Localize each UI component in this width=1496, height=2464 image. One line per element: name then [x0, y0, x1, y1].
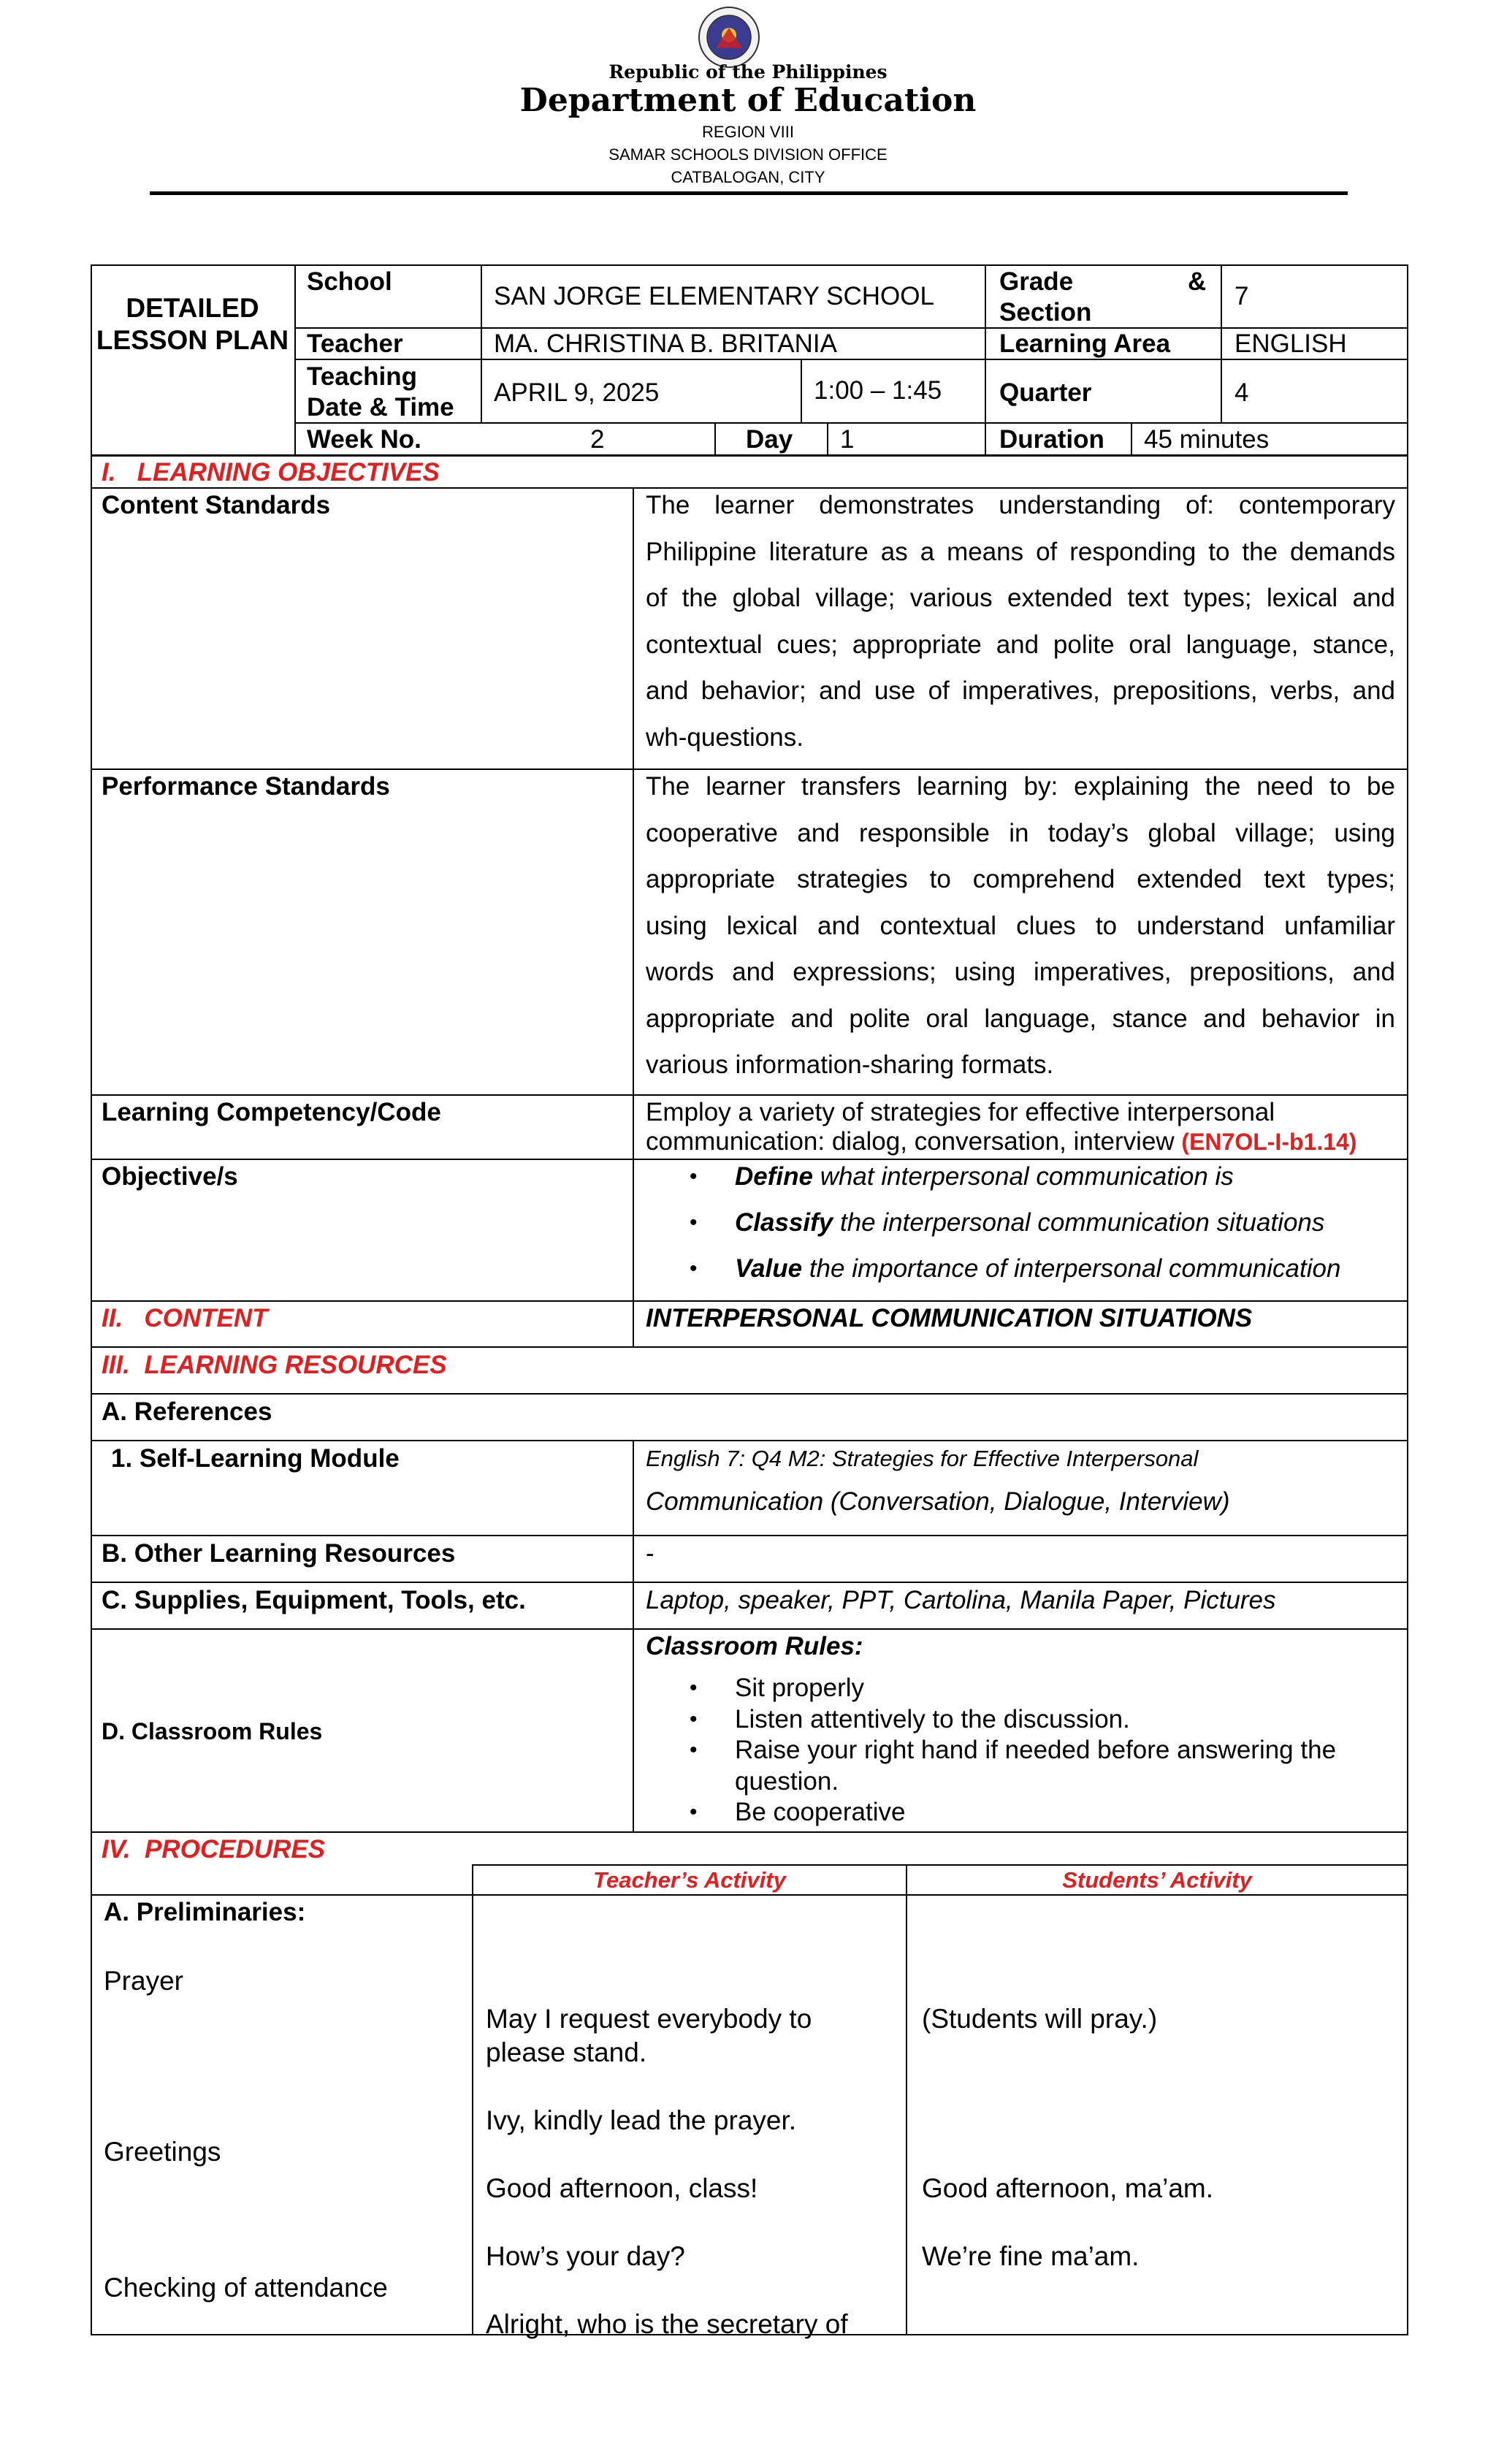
objectives-heading: I. LEARNING OBJECTIVES [102, 458, 440, 487]
supplies-label: C. Supplies, Equipment, Tools, etc. [102, 1586, 526, 1614]
teacher-label: Teacher [307, 329, 403, 358]
supplies-value: Laptop, speaker, PPT, Cartolina, Manila Paper, Pictures [646, 1586, 1276, 1614]
grade-label-b: Section [999, 298, 1092, 327]
procedures-heading: IV. PROCEDURES [102, 1835, 326, 1864]
content-heading: II. CONTENT [102, 1304, 268, 1332]
city-line: CATBALOGAN, CITY [671, 168, 825, 186]
greetings-label: Greetings [104, 2137, 221, 2167]
content-standards-text: The learner demonstrates understanding of: contemporary Philippine literature as a means of responding to the demands of the global village; various extended text types; lexical and contextual cues; appropriate and polite oral language, stance, and behavior; and use of imperatives, prepositions, verbs, and wh-questions. [646, 491, 1395, 752]
republic-line: Republic of the Philippines [608, 61, 888, 83]
student-activity-header: Students’ Activity [1062, 1867, 1252, 1893]
other-resources-label: B. Other Learning Resources [102, 1539, 456, 1568]
week-value: 2 [590, 425, 605, 454]
quarter-value: 4 [1234, 378, 1249, 407]
rules-title: Classroom Rules: [646, 1632, 863, 1660]
duration-value: 45 minutes [1144, 425, 1270, 454]
resources-heading: III. LEARNING RESOURCES [102, 1351, 447, 1379]
day-value: 1 [840, 425, 855, 454]
grade-value: 7 [1234, 282, 1249, 310]
other-resources-value: - [646, 1539, 654, 1568]
student-line: (Students will pray.) [922, 2004, 1158, 2034]
school-label: School [307, 267, 392, 296]
competency-text: Employ a variety of strategies for effective interpersonal communication: dialog, conversation, interview (EN7OL-I-b1.14) [646, 1098, 1357, 1156]
attendance-label: Checking of attendance [104, 2273, 388, 2303]
competency-label: Learning Competency/Code [102, 1098, 441, 1126]
teacher-line: May I request everybody to [486, 2004, 812, 2034]
bullet-icon: • [690, 1256, 698, 1281]
competency-code: (EN7OL-I-b1.14) [1181, 1129, 1357, 1155]
bullet-icon: • [690, 1210, 698, 1235]
grade-label-a: Grade [999, 267, 1074, 296]
objectives-label: Objective/s [102, 1162, 238, 1191]
area-label: Learning Area [999, 329, 1171, 358]
quarter-label: Quarter [999, 378, 1092, 407]
references-label: A. References [102, 1397, 272, 1426]
grade-label-amp: & [1188, 267, 1207, 296]
deped-seal [698, 6, 760, 69]
module-label: 1. Self-Learning Module [111, 1444, 400, 1473]
module-line2: Communication (Conversation, Dialogue, Interview) [646, 1487, 1230, 1516]
time-value: 1:00 – 1:45 [814, 376, 942, 405]
area-value: ENGLISH [1234, 329, 1347, 358]
performance-standards-text: The learner transfers learning by: explaining the need to be cooperative and responsible in today’s global village; using appropriate strategies to comprehend extended text types; using lexical and contextual clues to understand unfamiliar words and expressions; using imperatives, prepositions, and appropriate and polite oral language, stance and behavior in various information-sharing formats. [646, 772, 1395, 1079]
division-line: SAMAR SCHOOLS DIVISION OFFICE [608, 145, 888, 164]
school-value: SAN JORGE ELEMENTARY SCHOOL [494, 282, 934, 310]
date-label-b: Date & Time [307, 393, 454, 422]
preliminaries-label: A. Preliminaries: [104, 1898, 306, 1926]
content-standards-label: Content Standards [102, 491, 331, 519]
performance-standards-label: Performance Standards [102, 772, 390, 801]
region-line: REGION VIII [702, 123, 794, 141]
header-rule [150, 191, 1348, 195]
date-value: APRIL 9, 2025 [494, 378, 660, 407]
module-line1: English 7: Q4 M2: Strategies for Effective Interpersonal [646, 1446, 1199, 1471]
prayer-label: Prayer [104, 1966, 183, 1996]
date-label-a: Teaching [307, 362, 418, 391]
teacher-line: How’s your day? [486, 2241, 685, 2271]
teacher-line: Ivy, kindly lead the prayer. [486, 2105, 797, 2135]
week-label: Week No. [307, 425, 421, 454]
teacher-line: Good afternoon, class! [486, 2173, 758, 2203]
teacher-activity-header: Teacher’s Activity [593, 1867, 786, 1893]
student-line: Good afternoon, ma’am. [922, 2173, 1213, 2203]
content-value: INTERPERSONAL COMMUNICATION SITUATIONS [646, 1304, 1253, 1332]
department-title: Department of Education [519, 82, 977, 119]
day-label: Day [746, 425, 793, 454]
teacher-value: MA. CHRISTINA B. BRITANIA [494, 329, 837, 358]
bullet-icon: • [690, 1164, 698, 1189]
teacher-line: please stand. [486, 2037, 647, 2067]
duration-label: Duration [999, 425, 1104, 454]
student-line: We’re fine ma’am. [922, 2241, 1140, 2271]
teacher-line: Alright, who is the secretary of [486, 2309, 848, 2339]
rules-label: D. Classroom Rules [102, 1718, 323, 1744]
plan-title: DETAILED LESSON PLAN [96, 293, 289, 355]
